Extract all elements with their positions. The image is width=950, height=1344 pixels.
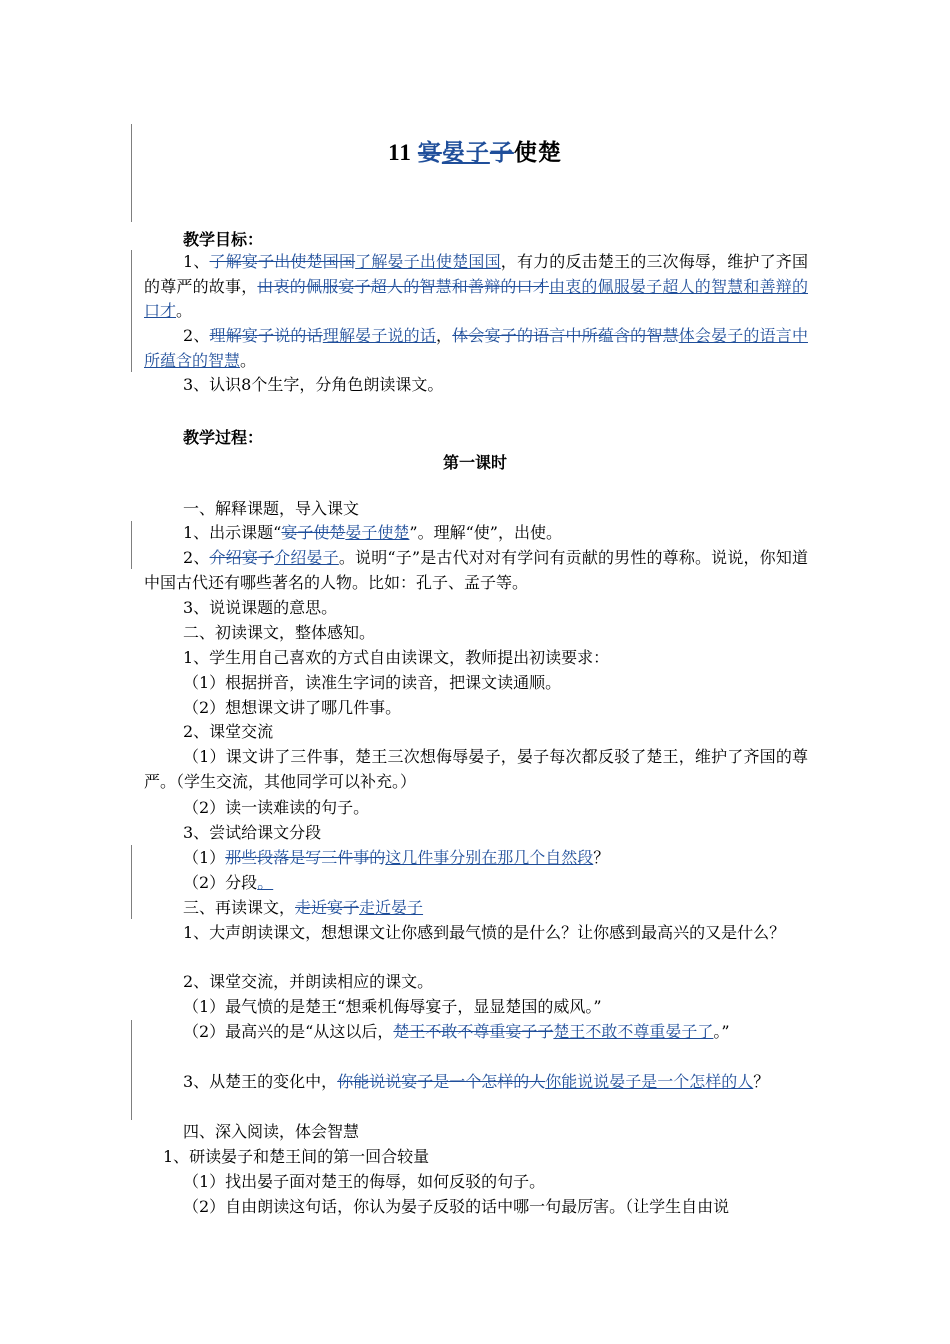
- body-text: 。: [176, 301, 193, 320]
- body-text: （2）分段: [183, 873, 258, 892]
- paragraph: [144, 846, 808, 871]
- deleted-text: 走近宴子: [295, 898, 360, 917]
- change-bar: [131, 521, 132, 569]
- inserted-text: 理解晏子说的话: [322, 326, 437, 345]
- paragraph: [144, 1070, 808, 1095]
- deleted-text: 由衷的佩服宴子超人的智慧和善辩的口才: [257, 276, 549, 296]
- paragraph: 1、大声朗读课文，想想课文让你感到最气愤的是什么？让你感到最高兴的又是什么？: [183, 923, 786, 942]
- paragraph: 2、课堂交流，并朗读相应的课文。: [183, 972, 434, 991]
- deleted-text: 介绍宴子: [209, 548, 275, 567]
- inserted-text: 楚王不敢不尊重晏子了: [553, 1022, 714, 1041]
- paragraph: [144, 521, 808, 546]
- paragraph: 3、尝试给课文分段: [183, 823, 322, 842]
- inserted-text: 体会晏子的语言中所蕴含的智慧: [144, 326, 808, 370]
- paragraph: [144, 871, 808, 896]
- body-text: 1、出示课题“: [183, 523, 282, 542]
- paragraph: [144, 1020, 808, 1045]
- deleted-text: 了解宴子出使楚国国: [209, 252, 356, 271]
- inserted-text: 介绍晏子: [274, 548, 339, 567]
- paragraph: （1）根据拼音，读准生字词的读音，把课文读通顺。: [183, 673, 562, 692]
- paragraph: [144, 546, 808, 595]
- page-title: [0, 134, 950, 167]
- title-text: 使楚: [513, 139, 562, 166]
- body-text: 3、从楚王的变化中，: [183, 1072, 338, 1091]
- body-text: ，有力的反击楚王的三次侮辱，维护了齐国的尊严的故事，: [144, 252, 808, 296]
- objectives-heading: 教学目标：: [183, 230, 264, 249]
- deleted-text: 你能说说宴子是一个怎样的人: [337, 1072, 546, 1091]
- body-text: （2）最高兴的是“从这以后，: [183, 1022, 394, 1041]
- inserted-text: 晏子: [441, 139, 490, 166]
- body-text: ”。理解“使”，出使。: [409, 523, 562, 542]
- paragraph: 2、课堂交流: [183, 722, 274, 741]
- inserted-text: 。: [257, 873, 274, 892]
- deleted-text: 宴子使楚: [281, 523, 346, 542]
- change-bar: [131, 845, 132, 919]
- body-text: 。说明“子”是古代对对有学问有贡献的男性的尊称。说说，你知道中国古代还有哪些著名的人物。比如：孔子、孟子等。: [144, 548, 808, 592]
- body-text: ？: [753, 1072, 770, 1091]
- deleted-text: 那些段落是写三件事的: [225, 848, 386, 867]
- objective-item-2: [144, 324, 808, 373]
- paragraph: （2）想想课文讲了哪几件事。: [183, 698, 402, 717]
- paragraph: 3、说说课题的意思。: [183, 598, 338, 617]
- objective-item-1: [144, 250, 808, 324]
- inserted-text: 你能说说晏子是一个怎样的人: [545, 1072, 754, 1091]
- paragraph: 1、学生用自己喜欢的方式自由读课文，教师提出初读要求：: [183, 648, 610, 667]
- body-text: 三、再读课文，: [183, 898, 296, 917]
- item-prefix: 2、: [183, 326, 210, 345]
- change-bar: [131, 250, 132, 372]
- objective-item-3: 3、认识8个生字，分角色朗读课文。: [183, 375, 444, 394]
- inserted-text: 了解晏子出使楚国国: [355, 252, 501, 271]
- section-heading: 一、解释课题，导入课文: [183, 499, 360, 518]
- body-text: ？: [593, 848, 610, 867]
- section-heading: 四、深入阅读，体会智慧: [183, 1122, 360, 1141]
- body-text: 2、: [183, 548, 210, 567]
- paragraph: 1、研读晏子和楚王间的第一回合较量: [163, 1147, 430, 1166]
- paragraph: （1）找出晏子面对楚王的侮辱，如何反驳的句子。: [183, 1172, 546, 1191]
- section-heading: [144, 896, 808, 921]
- paragraph: （2）自由朗读这句话，你认为晏子反驳的话中哪一句最厉害。（让学生自由说: [183, 1197, 730, 1216]
- body-text: ，: [436, 326, 453, 345]
- inserted-text: 由衷的佩服晏子超人的智慧和善辩的口才: [144, 276, 808, 320]
- change-bar: [131, 1020, 132, 1120]
- lesson-number: 11: [388, 140, 412, 165]
- inserted-text: 这几件事分别在那几个自然段: [385, 848, 594, 867]
- inserted-text: 走近晏子: [359, 898, 424, 917]
- deleted-text: 理解宴子说的话: [209, 326, 323, 345]
- process-heading: 教学过程：: [183, 428, 264, 447]
- deleted-text: 楚王不敢不尊重宴子子: [393, 1022, 554, 1041]
- paragraph: （2）读一读难读的句子。: [183, 798, 370, 817]
- body-text: 。”: [713, 1022, 730, 1041]
- inserted-text: 晏子使楚: [345, 523, 410, 542]
- paragraph: （1）课文讲了三件事，楚王三次想侮辱晏子，晏子每次都反驳了楚王，维护了齐国的尊严。（学生交流，其他同学可以补充。）: [144, 747, 808, 791]
- section-heading: 二、初读课文，整体感知。: [183, 623, 376, 642]
- deleted-text: 体会宴子的语言中所蕴含的智慧: [452, 326, 679, 345]
- item-prefix: 1、: [183, 252, 210, 271]
- lesson-heading: 第一课时: [442, 453, 507, 472]
- deleted-text: 子: [489, 139, 514, 166]
- deleted-text: 宴: [417, 139, 442, 166]
- paragraph: （1）最气愤的是楚王“想乘机侮辱宴子，显显楚国的威风。”: [183, 997, 602, 1016]
- body-text: （1）: [183, 848, 226, 867]
- body-text: 。: [240, 350, 257, 370]
